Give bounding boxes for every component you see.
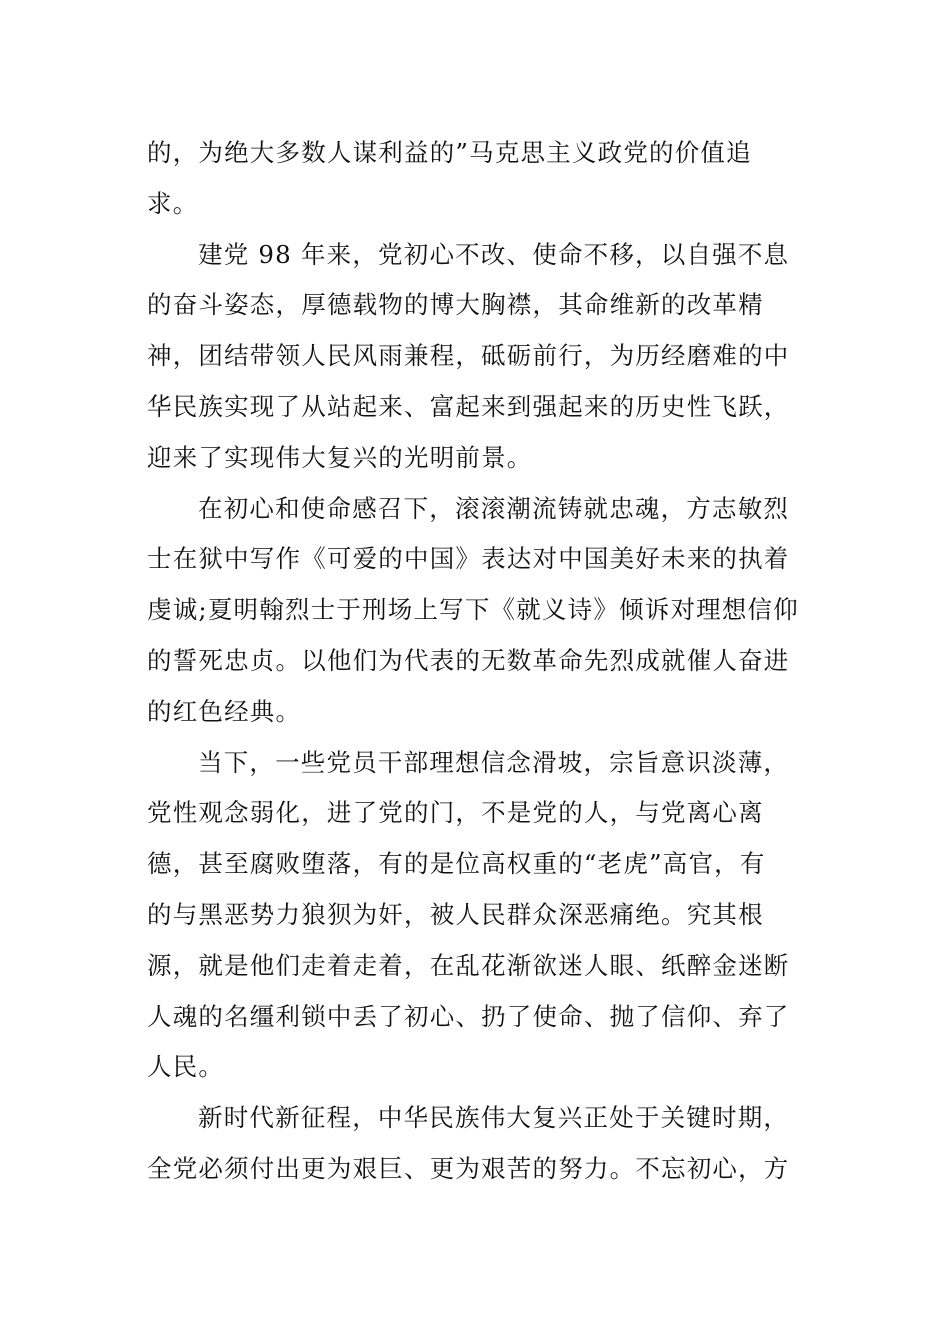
paragraph-first-line: 建党 98 年来，党初心不改、使命不移，以自强不息 bbox=[198, 239, 790, 269]
paragraph-first-line: 在初心和使命感召下，滚滚潮流铸就忠魂，方志敏烈 bbox=[198, 493, 790, 523]
paragraph-first-line: 当下，一些党员干部理想信念滑坡，宗旨意识淡薄， bbox=[198, 747, 790, 777]
text-line: 的誓死忠贞。以他们为代表的无数革命先烈成就催人奋进 bbox=[147, 645, 790, 675]
text-line: 全党必须付出更为艰巨、更为艰苦的努力。不忘初心，方 bbox=[147, 1153, 790, 1183]
text-line: 党性观念弱化，进了党的门，不是党的人，与党离心离 bbox=[147, 798, 764, 828]
text-line: 人民。 bbox=[147, 1052, 225, 1082]
text-line: 神，团结带领人民风雨兼程，砥砺前行，为历经磨难的中 bbox=[147, 341, 790, 371]
text-line: 的红色经典。 bbox=[147, 696, 302, 726]
text-line: 华民族实现了从站起来、富起来到强起来的历史性飞跃， bbox=[147, 391, 790, 421]
body-text bbox=[147, 128, 807, 1195]
paragraph-first-line: 新时代新征程，中华民族伟大复兴正处于关键时期， bbox=[198, 1103, 790, 1133]
text-line: 迎来了实现伟大复兴的光明前景。 bbox=[147, 442, 533, 472]
text-line: 的与黑恶势力狼狈为奸，被人民群众深恶痛绝。究其根 bbox=[147, 899, 764, 929]
text-line: 的，为绝大多数人谋利益的”马克思主义政党的价值追 bbox=[147, 138, 752, 167]
text-line: 士在狱中写作《可爱的中国》表达对中国美好未来的执着 bbox=[147, 544, 790, 574]
text-line: 人魂的名缰利锁中丢了初心、扔了使命、抛了信仰、弃了 bbox=[147, 1001, 790, 1031]
text-line: 的奋斗姿态，厚德载物的博大胸襟，其命维新的改革精 bbox=[147, 290, 764, 320]
text-line: 德，甚至腐败堕落，有的是位高权重的“老虎”高官，有 bbox=[147, 849, 766, 879]
text-line: 源，就是他们走着走着，在乱花渐欲迷人眼、纸醉金迷断 bbox=[147, 950, 790, 980]
text-line: 求。 bbox=[147, 188, 199, 218]
text-line: 虔诚;夏明翰烈士于刑场上写下《就义诗》倾诉对理想信仰 bbox=[147, 595, 799, 625]
